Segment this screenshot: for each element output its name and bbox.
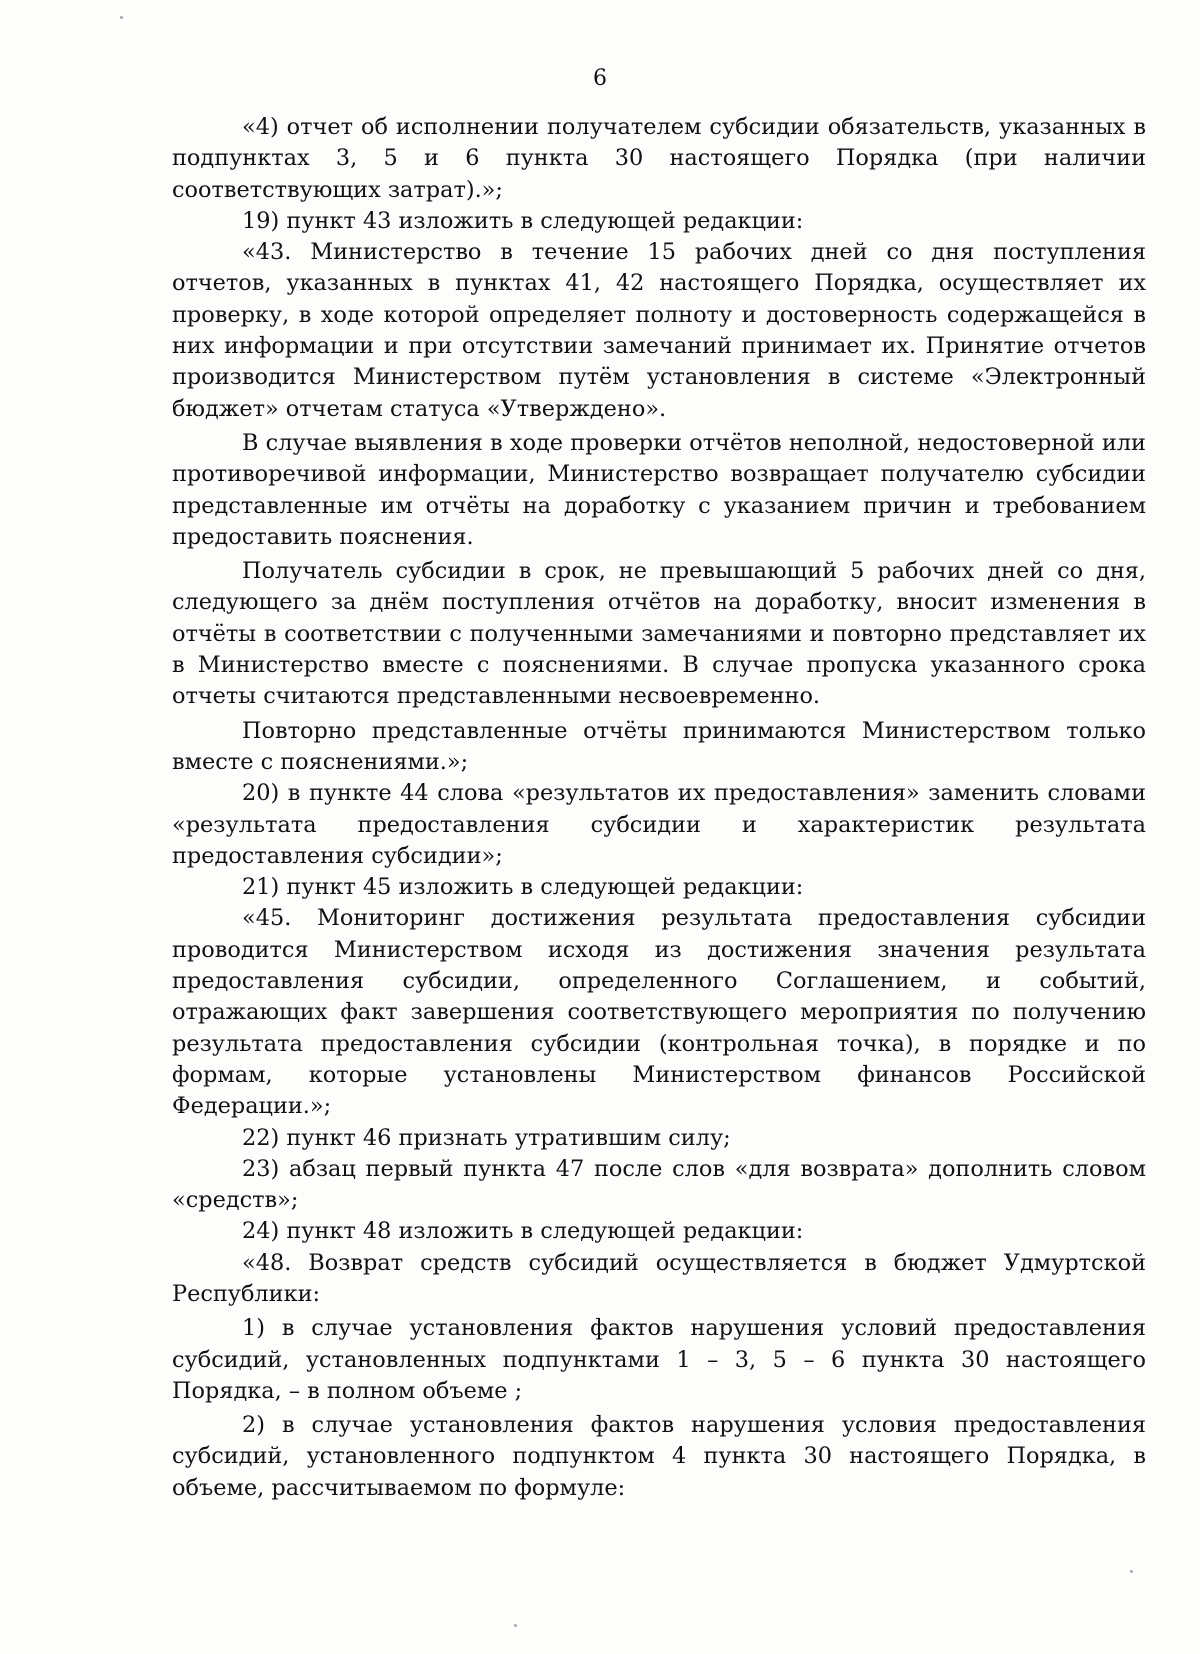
- scan-speck: [1130, 1570, 1133, 1573]
- paragraph-item-19: 19) пункт 43 изложить в следующей редакции:: [242, 207, 804, 234]
- paragraph-item-23: 23) абзац первый пункта 47 после слов «для возврата» дополнить словом «средств»;: [172, 1155, 1146, 1214]
- paragraph-clause-43: «43. Министерство в течение 15 рабочих дней со дня поступления отчетов, указанных в пунктах 41, 42 настоящего Порядка, осуществляет их проверку, в ходе которой определяет полноту и достоверность содержащейся в них информации и при отсутствии замечаний принимает их. Принятие отчетов производится Министерством путём установления в системе «Электронный бюджет» отчетам статуса «Утверждено».: [172, 239, 1146, 422]
- paragraph-refund-case-1: 1) в случае установления фактов нарушения условий предоставления субсидий, установленных подпунктами 1 – 3, 5 – 6 пункта 30 настоящего Порядка, – в полном объеме ;: [172, 1315, 1146, 1404]
- paragraph-clause-48: «48. Возврат средств субсидий осуществляется в бюджет Удмуртской Республики:: [172, 1249, 1146, 1307]
- document-body: [172, 112, 1146, 1504]
- paragraph-incomplete-info: В случае выявления в ходе проверки отчётов неполной, недостоверной или противоречивой информации, Министерство возвращает получателю субсидии представленные им отчёты на доработку с указанием причин и требованием предоставить пояснения.: [172, 429, 1146, 550]
- page-number: 6: [593, 66, 607, 91]
- paragraph-report-item-4: «4) отчет об исполнении получателем субсидии обязательств, указанных в подпунктах 3, 5 и 6 пункта 30 настоящего Порядка (при наличии соответствующих затрат).»;: [172, 114, 1146, 203]
- paragraph-item-20: 20) в пункте 44 слова «результатов их предоставления» заменить словами «результата предоставления субсидии и характеристик результата предоставления субсидии»;: [172, 780, 1146, 869]
- paragraph-item-24: 24) пункт 48 изложить в следующей редакции:: [242, 1218, 804, 1245]
- paragraph-item-21: 21) пункт 45 изложить в следующей редакции:: [242, 874, 804, 901]
- paragraph-accepted-with-explanations: Повторно представленные отчёты принимаются Министерством только вместе с пояснениями.»;: [172, 717, 1146, 775]
- paragraph-clause-45: «45. Мониторинг достижения результата предоставления субсидии проводится Министерством исходя из достижения значения результата предоставления субсидии, определенного Соглашением, и событий, отражающих факт завершения соответствующего мероприятия по получению результата предоставления субсидии (контрольная точка), в порядке и по формам, которые установлены Министерством финансов Российской Федерации.»;: [172, 905, 1146, 1120]
- scan-speck: [514, 1624, 517, 1627]
- paragraph-resubmission: Получатель субсидии в срок, не превышающий 5 рабочих дней со дня, следующего за днём поступления отчётов на доработку, вносит изменения в отчёты в соответствии с полученными замечаниями и повторно представляет их в Министерство вместе с пояснениями. В случае пропуска указанного срока отчеты считаются представленными несвоевременно.: [172, 558, 1146, 710]
- scan-speck: [120, 16, 123, 19]
- paragraph-refund-case-2: 2) в случае установления фактов нарушения условия предоставления субсидий, установленного подпунктом 4 пункта 30 настоящего Порядка, в объеме, рассчитываемом по формуле:: [172, 1412, 1146, 1501]
- paragraph-item-22: 22) пункт 46 признать утратившим силу;: [242, 1124, 731, 1151]
